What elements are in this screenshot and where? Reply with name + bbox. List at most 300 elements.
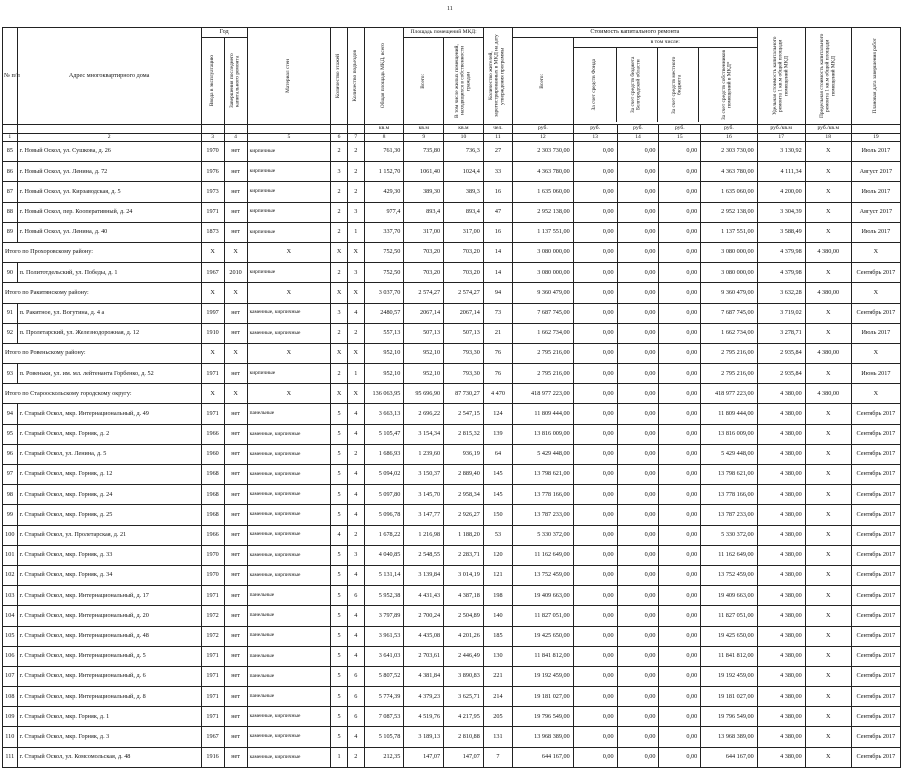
- table-cell: 19 409 663,00: [701, 586, 757, 606]
- table-cell: 418 977 223,00: [701, 384, 757, 404]
- table-cell: нет: [224, 485, 247, 505]
- table-cell: 198: [483, 586, 512, 606]
- table-cell: 2: [347, 162, 364, 182]
- table-cell: Сентябрь 2017: [851, 525, 900, 545]
- table-cell: 92: [3, 323, 18, 343]
- table-cell: каменные, кирпичные: [247, 707, 331, 727]
- table-cell: Сентябрь 2017: [851, 646, 900, 666]
- table-row: [3, 142, 901, 162]
- table-cell: 5: [331, 505, 348, 525]
- table-cell: 4 380,00: [757, 505, 805, 525]
- table-cell: 14: [483, 263, 512, 283]
- address-cell: г. Старый Оскол, мкр. Интернациональный, д. 49: [17, 404, 201, 424]
- table-cell: 87 730,27: [444, 384, 484, 404]
- table-cell: 1 686,93: [364, 444, 404, 464]
- table-cell: X: [805, 404, 851, 424]
- table-cell: 91: [3, 303, 18, 323]
- table-cell: 3 890,83: [444, 666, 484, 686]
- table-cell: 2: [347, 747, 364, 767]
- table-cell: 5 952,38: [364, 586, 404, 606]
- table-cell: 4 040,85: [364, 545, 404, 565]
- area-group-header: Площадь помещений МКД:: [404, 28, 483, 38]
- table-cell: 4: [347, 727, 364, 747]
- table-cell: 644 167,00: [513, 747, 574, 767]
- table-cell: 5: [331, 687, 348, 707]
- table-cell: 1 662 734,00: [701, 323, 757, 343]
- table-cell: 4 379,23: [404, 687, 444, 707]
- table-cell: 27: [483, 142, 512, 162]
- table-cell: Сентябрь 2017: [851, 586, 900, 606]
- table-cell: 99: [3, 505, 18, 525]
- table-cell: каменные, кирпичные: [247, 747, 331, 767]
- table-cell: X: [805, 202, 851, 222]
- table-cell: 13 816 009,00: [701, 424, 757, 444]
- table-cell: Июль 2017: [851, 323, 900, 343]
- table-cell: 2067,14: [404, 303, 444, 323]
- table-cell: X: [805, 424, 851, 444]
- table-cell: нет: [224, 303, 247, 323]
- table-cell: 1 678,22: [364, 525, 404, 545]
- table-cell: 0,00: [659, 384, 701, 404]
- table-cell: 33: [483, 162, 512, 182]
- table-cell: 87: [3, 182, 18, 202]
- table-cell: 0,00: [617, 404, 659, 424]
- table-cell: 2 303 730,00: [701, 142, 757, 162]
- table-cell: 85: [3, 142, 18, 162]
- table-cell: 11 841 812,00: [701, 646, 757, 666]
- table-cell: X: [805, 485, 851, 505]
- table-cell: 0,00: [617, 687, 659, 707]
- table-cell: 2 795 216,00: [701, 364, 757, 384]
- table-cell: 5: [331, 444, 348, 464]
- table-cell: 3: [347, 545, 364, 565]
- table-cell: 13 778 166,00: [701, 485, 757, 505]
- table-cell: 752,50: [364, 242, 404, 262]
- table-cell: 3: [331, 162, 348, 182]
- table-cell: 1 662 734,00: [513, 323, 574, 343]
- table-cell: 793,30: [444, 364, 484, 384]
- table-cell: кирпичные: [247, 142, 331, 162]
- table-cell: 19 425 650,00: [513, 626, 574, 646]
- table-cell: X: [805, 162, 851, 182]
- table-cell: кирпичные: [247, 182, 331, 202]
- table-cell: 736,3: [444, 142, 484, 162]
- table-cell: 0,00: [617, 727, 659, 747]
- table-cell: 2 810,88: [444, 727, 484, 747]
- table-cell: 1 635 060,00: [701, 182, 757, 202]
- table-cell: 2 958,34: [444, 485, 484, 505]
- table-cell: 0,00: [573, 162, 617, 182]
- table-cell: 0,00: [617, 162, 659, 182]
- table-cell: 1971: [201, 707, 224, 727]
- table-cell: 0,00: [659, 424, 701, 444]
- table-cell: 13 968 389,00: [701, 727, 757, 747]
- table-cell: 106: [3, 646, 18, 666]
- table-cell: 6: [347, 586, 364, 606]
- table-cell: 2 703,61: [404, 646, 444, 666]
- table-cell: панельные: [247, 586, 331, 606]
- table-cell: 4 380,00: [757, 545, 805, 565]
- table-cell: 13 798 621,00: [701, 465, 757, 485]
- table-cell: 0,00: [659, 666, 701, 686]
- table-cell: 761,30: [364, 142, 404, 162]
- table-cell: 2 935,84: [757, 343, 805, 363]
- table-cell: 2 303 730,00: [513, 142, 574, 162]
- table-cell: 2 926,27: [444, 505, 484, 525]
- address-cell: г. Старый Оскол, ул. Комсомольская, д. 48: [17, 747, 201, 767]
- table-cell: 90: [3, 263, 18, 283]
- table-cell: панельные: [247, 687, 331, 707]
- table-cell: 507,13: [444, 323, 484, 343]
- table-cell: 19 796 549,00: [513, 707, 574, 727]
- table-row: [3, 545, 901, 565]
- table-cell: Июль 2017: [851, 182, 900, 202]
- table-cell: нет: [224, 505, 247, 525]
- table-cell: нет: [224, 747, 247, 767]
- table-cell: 0,00: [617, 222, 659, 242]
- table-cell: X: [224, 384, 247, 404]
- table-cell: 98: [3, 485, 18, 505]
- address-cell: г. Новый Оскол, ул. Сушкова, д. 26: [17, 142, 201, 162]
- table-cell: нет: [224, 606, 247, 626]
- table-cell: 0,00: [617, 545, 659, 565]
- table-cell: 4 380,00: [757, 444, 805, 464]
- table-cell: 1970: [201, 142, 224, 162]
- table-cell: 0,00: [617, 263, 659, 283]
- table-cell: 2: [347, 323, 364, 343]
- table-cell: 0,00: [617, 303, 659, 323]
- table-cell: 4: [347, 404, 364, 424]
- table-cell: 4: [331, 525, 348, 545]
- table-cell: 4: [347, 485, 364, 505]
- table-cell: 4 380,00: [757, 687, 805, 707]
- table-cell: 145: [483, 485, 512, 505]
- table-cell: 0,00: [659, 343, 701, 363]
- table-cell: 2 504,89: [444, 606, 484, 626]
- table-cell: 3 130,92: [757, 142, 805, 162]
- table-cell: 0,00: [617, 747, 659, 767]
- table-cell: 2067,14: [444, 303, 484, 323]
- table-cell: 9 360 479,00: [701, 283, 757, 303]
- table-cell: 4 111,34: [757, 162, 805, 182]
- table-cell: 94: [483, 283, 512, 303]
- table-cell: X: [347, 283, 364, 303]
- table-cell: 0,00: [659, 323, 701, 343]
- table-cell: X: [805, 323, 851, 343]
- table-row: [3, 687, 901, 707]
- table-cell: 644 167,00: [701, 747, 757, 767]
- table-cell: Сентябрь 2017: [851, 565, 900, 585]
- table-cell: 9 360 479,00: [513, 283, 574, 303]
- col-year-last-repair-header: Завершения последнего капитального ремонта: [224, 38, 247, 125]
- table-cell: 703,20: [444, 242, 484, 262]
- col-residents-header: Количество жителей, зарегистрированных в МКД на дату утверждения программы: [483, 28, 512, 125]
- table-cell: 1916: [201, 747, 224, 767]
- table-cell: 4 380,00: [757, 485, 805, 505]
- table-cell: 7 687 745,00: [513, 303, 574, 323]
- table-cell: каменные, кирпичные: [247, 465, 331, 485]
- table-cell: 4 380,00: [757, 565, 805, 585]
- col-max-cost-header: Предельная стоимость капитального ремонта 1 кв.м общей площади помещений МКД: [805, 28, 851, 125]
- table-cell: 0,00: [573, 202, 617, 222]
- table-cell: 2: [331, 202, 348, 222]
- table-cell: 0,00: [617, 242, 659, 262]
- table-cell: 2: [331, 263, 348, 283]
- table-cell: 221: [483, 666, 512, 686]
- table-cell: 5: [331, 465, 348, 485]
- table-cell: Июль 2017: [851, 222, 900, 242]
- table-cell: X: [805, 586, 851, 606]
- table-cell: 389,30: [404, 182, 444, 202]
- table-cell: 0,00: [659, 364, 701, 384]
- table-cell: нет: [224, 465, 247, 485]
- table-cell: 145: [483, 465, 512, 485]
- table-cell: нет: [224, 707, 247, 727]
- table-cell: нет: [224, 586, 247, 606]
- table-cell: 2 700,24: [404, 606, 444, 626]
- table-cell: 95 696,90: [404, 384, 444, 404]
- table-cell: Сентябрь 2017: [851, 545, 900, 565]
- table-row: [3, 222, 901, 242]
- table-cell: 4: [347, 303, 364, 323]
- table-cell: X: [805, 727, 851, 747]
- table-cell: X: [805, 606, 851, 626]
- table-cell: 3 145,70: [404, 485, 444, 505]
- table-cell: 0,00: [659, 707, 701, 727]
- table-cell: X: [805, 565, 851, 585]
- table-cell: X: [851, 283, 900, 303]
- table-cell: 2 696,22: [404, 404, 444, 424]
- table-cell: 7 687 745,00: [701, 303, 757, 323]
- table-cell: 5: [331, 485, 348, 505]
- table-cell: 5 097,80: [364, 485, 404, 505]
- table-cell: X: [331, 343, 348, 363]
- table-cell: каменные, кирпичные: [247, 303, 331, 323]
- table-cell: панельные: [247, 606, 331, 626]
- table-cell: X: [805, 687, 851, 707]
- table-cell: 3 797,89: [364, 606, 404, 626]
- table-cell: 3 080 000,00: [701, 242, 757, 262]
- table-cell: кирпичные: [247, 202, 331, 222]
- address-cell: г. Старый Оскол, мкр. Горняк, д. 2: [17, 424, 201, 444]
- table-cell: X: [851, 384, 900, 404]
- table-cell: 6: [347, 687, 364, 707]
- table-cell: 5: [331, 626, 348, 646]
- cost-group-header: Стоимость капитального ремонта: [513, 28, 758, 38]
- address-cell: г. Новый Оскол, пер. Кооперативный, д. 24: [17, 202, 201, 222]
- table-cell: 0,00: [617, 343, 659, 363]
- table-cell: 121: [483, 565, 512, 585]
- table-row: [3, 162, 901, 182]
- table-cell: 3 150,37: [404, 465, 444, 485]
- table-cell: 0,00: [659, 222, 701, 242]
- address-cell: г. Старый Оскол, мкр. Интернациональный, д. 20: [17, 606, 201, 626]
- col-floors-header: Количество этажей: [331, 28, 348, 125]
- table-cell: Август 2017: [851, 202, 900, 222]
- subtotal-row: [3, 343, 901, 363]
- table-row: [3, 485, 901, 505]
- subtotal-label: Итого по Прохоровскому району:: [3, 242, 202, 262]
- table-cell: 5: [331, 727, 348, 747]
- table-row: [3, 263, 901, 283]
- table-cell: X: [805, 303, 851, 323]
- address-cell: г. Новый Оскол, ул. Ленина, д. 40: [17, 222, 201, 242]
- table-cell: 389,3: [444, 182, 484, 202]
- table-cell: 19 192 459,00: [701, 666, 757, 686]
- col-total-area-header: Общая площадь МКД, всего: [364, 28, 404, 125]
- table-cell: 1 635 060,00: [513, 182, 574, 202]
- table-cell: 952,10: [364, 343, 404, 363]
- year-group-header: Год: [201, 28, 247, 38]
- table-cell: 107: [3, 666, 18, 686]
- table-cell: 139: [483, 424, 512, 444]
- table-cell: 88: [3, 202, 18, 222]
- table-row: [3, 586, 901, 606]
- table-cell: 3 080 000,00: [513, 242, 574, 262]
- table-cell: каменные, кирпичные: [247, 505, 331, 525]
- table-cell: X: [805, 465, 851, 485]
- table-cell: 2 795 216,00: [513, 343, 574, 363]
- table-cell: 1966: [201, 525, 224, 545]
- table-cell: X: [851, 242, 900, 262]
- table-cell: 4 200,00: [757, 182, 805, 202]
- table-cell: нет: [224, 626, 247, 646]
- table-cell: 105: [3, 626, 18, 646]
- table-cell: 952,10: [364, 364, 404, 384]
- table-cell: 19 425 650,00: [701, 626, 757, 646]
- table-cell: 0,00: [659, 182, 701, 202]
- col-area-owned-header: В том числе жилых помещений, находящихся в собственности граждан: [444, 38, 484, 125]
- table-cell: каменные, кирпичные: [247, 565, 331, 585]
- address-cell: п. Ровеньки, ул. им. мл. лейтенанта Горбенко, д. 52: [17, 364, 201, 384]
- table-cell: Сентябрь 2017: [851, 687, 900, 707]
- col-unit-cost-header: Удельная стоимость капитального ремонта 1 кв.м общей площади помещений МКД: [757, 28, 805, 125]
- table-cell: 94: [3, 404, 18, 424]
- table-cell: 1 137 551,00: [701, 222, 757, 242]
- table-cell: 5 774,39: [364, 687, 404, 707]
- table-cell: Июнь 2017: [851, 364, 900, 384]
- table-cell: 4 217,95: [444, 707, 484, 727]
- table-cell: 11 827 051,00: [513, 606, 574, 626]
- table-cell: 147,07: [404, 747, 444, 767]
- table-cell: 0,00: [573, 222, 617, 242]
- table-cell: 1966: [201, 424, 224, 444]
- table-cell: нет: [224, 202, 247, 222]
- table-cell: нет: [224, 424, 247, 444]
- table-cell: 418 977 223,00: [513, 384, 574, 404]
- table-cell: нет: [224, 182, 247, 202]
- table-cell: 95: [3, 424, 18, 444]
- table-cell: 5: [331, 545, 348, 565]
- table-cell: 0,00: [617, 384, 659, 404]
- table-cell: Сентябрь 2017: [851, 404, 900, 424]
- table-cell: X: [805, 364, 851, 384]
- table-cell: 0,00: [573, 485, 617, 505]
- table-cell: 1971: [201, 666, 224, 686]
- table-cell: 100: [3, 525, 18, 545]
- address-cell: п. Политотдельский, ул. Победы, д. 1: [17, 263, 201, 283]
- table-cell: 5: [331, 707, 348, 727]
- table-cell: 19 192 459,00: [513, 666, 574, 686]
- table-cell: 0,00: [573, 747, 617, 767]
- table-cell: X: [805, 545, 851, 565]
- table-cell: X: [247, 283, 331, 303]
- table-cell: 3 014,19: [444, 565, 484, 585]
- table-cell: 1967: [201, 727, 224, 747]
- subtotal-row: [3, 384, 901, 404]
- table-cell: X: [805, 263, 851, 283]
- table-cell: 3 663,13: [364, 404, 404, 424]
- table-cell: Сентябрь 2017: [851, 666, 900, 686]
- table-cell: X: [224, 343, 247, 363]
- table-cell: кирпичные: [247, 263, 331, 283]
- table-cell: 0,00: [659, 485, 701, 505]
- table-cell: 0,00: [659, 646, 701, 666]
- table-cell: 0,00: [659, 444, 701, 464]
- table-cell: 0,00: [659, 545, 701, 565]
- table-cell: 0,00: [573, 606, 617, 626]
- table-cell: нет: [224, 687, 247, 707]
- table-row: [3, 646, 901, 666]
- address-cell: г. Новый Оскол, ул. Кирзаводская, д. 5: [17, 182, 201, 202]
- table-cell: 1970: [201, 545, 224, 565]
- table-cell: 1 216,98: [404, 525, 444, 545]
- table-cell: 0,00: [659, 606, 701, 626]
- table-row: [3, 666, 901, 686]
- table-cell: 3 037,70: [364, 283, 404, 303]
- table-cell: 4 380,00: [757, 727, 805, 747]
- table-cell: 0,00: [573, 283, 617, 303]
- table-cell: 131: [483, 727, 512, 747]
- col-area-total-header: Всего:: [404, 38, 444, 125]
- table-cell: 13 787 233,00: [701, 505, 757, 525]
- table-row: [3, 303, 901, 323]
- table-cell: 73: [483, 303, 512, 323]
- table-cell: 11 827 051,00: [701, 606, 757, 626]
- table-cell: 13 968 389,00: [513, 727, 574, 747]
- table-cell: нет: [224, 364, 247, 384]
- table-cell: 53: [483, 525, 512, 545]
- table-cell: 13 778 166,00: [513, 485, 574, 505]
- table-cell: каменные, кирпичные: [247, 424, 331, 444]
- col-material-header: Материал стен: [247, 28, 331, 125]
- table-cell: 3 080 000,00: [701, 263, 757, 283]
- address-cell: г. Старый Оскол, мкр. Горняк, д. 25: [17, 505, 201, 525]
- table-cell: X: [347, 242, 364, 262]
- table-cell: Сентябрь 2017: [851, 606, 900, 626]
- table-cell: X: [347, 343, 364, 363]
- table-cell: 19 181 027,00: [701, 687, 757, 707]
- table-cell: X: [347, 384, 364, 404]
- table-cell: 0,00: [573, 586, 617, 606]
- table-cell: 11 809 444,00: [513, 404, 574, 424]
- table-cell: 0,00: [573, 646, 617, 666]
- table-cell: панельные: [247, 626, 331, 646]
- table-cell: 5 330 372,00: [701, 525, 757, 545]
- address-cell: п. Ракитное, ул. Вогутина, д. 4 а: [17, 303, 201, 323]
- table-cell: 0,00: [659, 626, 701, 646]
- table-cell: 5 429 448,00: [701, 444, 757, 464]
- table-row: [3, 707, 901, 727]
- table-cell: Сентябрь 2017: [851, 424, 900, 444]
- table-cell: 3: [347, 202, 364, 222]
- table-cell: X: [805, 525, 851, 545]
- table-cell: 2: [331, 222, 348, 242]
- table-cell: 4 379,98: [757, 263, 805, 283]
- table-cell: 212,35: [364, 747, 404, 767]
- table-cell: 4 431,43: [404, 586, 444, 606]
- table-cell: 1970: [201, 565, 224, 585]
